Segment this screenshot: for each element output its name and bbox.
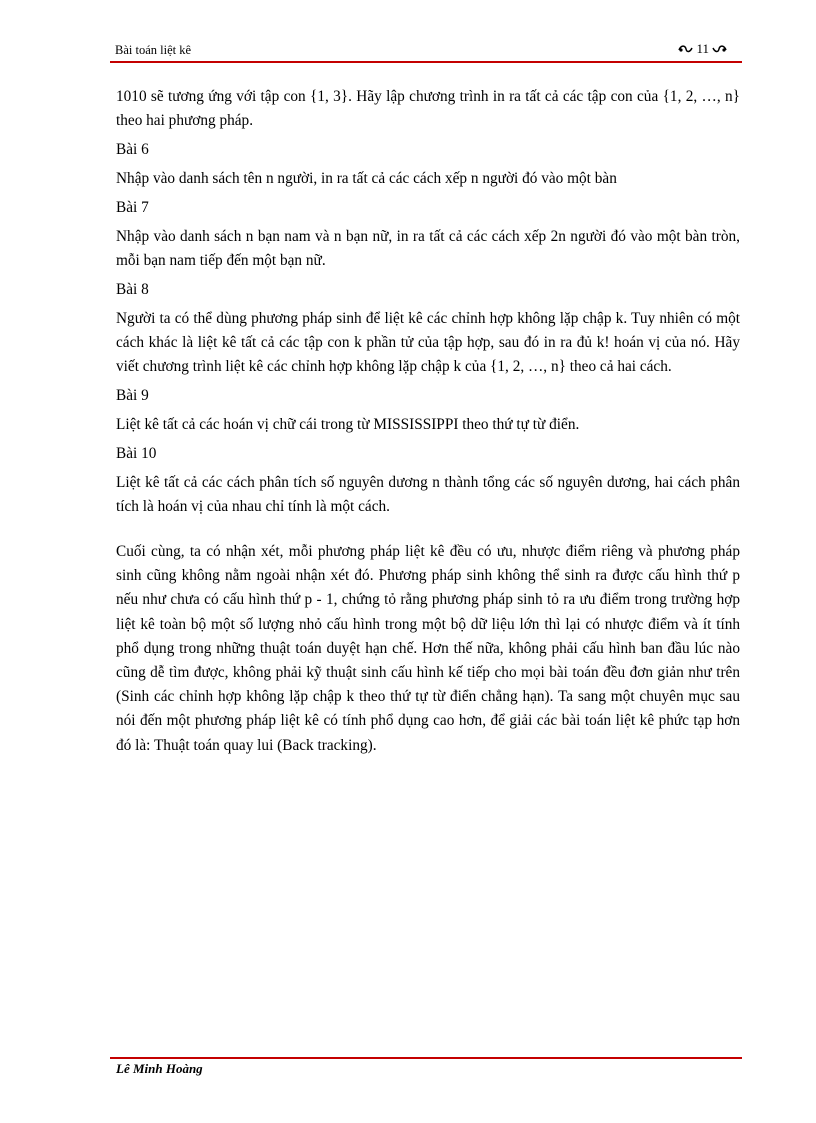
page-number: 11 bbox=[696, 41, 709, 56]
exercise-text-7: Nhập vào danh sách n bạn nam và n bạn nữ, in ra tất cả các cách xếp 2n người đó vào một bàn tròn, mỗi bạn nam tiếp đến một bạn nữ. bbox=[116, 228, 740, 269]
left-ornament-icon bbox=[678, 44, 693, 54]
closing-paragraph: Cuối cùng, ta có nhận xét, mỗi phương pháp liệt kê đều có ưu, nhược điểm riêng và phương pháp sinh cũng không nằm ngoài nhận xét đó. Phương pháp sinh không thể sinh ra được cấu hình thứ p nếu như chưa có cấu hình thứ p - 1, chứng tỏ rằng phương pháp sinh tỏ ra ưu điểm trong trường hợp liệt kê toàn bộ một số lượng nhỏ cấu hình trong một bộ dữ liệu lớn thì lại có nhược điểm và ít tính phổ dụng trong những thuật toán duyệt hạn chế. Hơn thế nữa, không phải cấu hình ban đầu lúc nào cũng dễ tìm được, không phải kỹ thuật sinh cấu hình kế tiếp cho mọi bài toán đều đơn giản như trên (Sinh các chỉnh hợp không lặp chập k theo thứ tự từ điển chẳng hạn). Ta sang một chuyên mục sau nói đến một phương pháp liệt kê có tính phổ dụng cao hơn, để giải các bài toán liệt kê phức tạp hơn đó là: Thuật toán quay lui (Back tracking). bbox=[116, 543, 740, 754]
footer-author: Lê Minh Hoàng bbox=[116, 1061, 203, 1076]
exercise-heading-7: Bài 7 bbox=[116, 199, 149, 216]
exercise-text-8: Người ta có thể dùng phương pháp sinh để liệt kê các chỉnh hợp không lặp chập k. Tuy nhiên có một cách khác là liệt kê tất cả các tập con k phần tử của tập hợp, sau đó in ra đủ k! hoán vị của nó. Hãy viết chương trình liệt kê các chỉnh hợp không lặp chập k của {1, 2, …, n} theo cả hai cách. bbox=[116, 310, 740, 375]
document-body bbox=[116, 85, 740, 763]
page-header bbox=[115, 40, 741, 60]
right-ornament-icon bbox=[712, 44, 727, 54]
exercise-text-9: Liệt kê tất cả các hoán vị chữ cái trong từ MISSISSIPPI theo thứ tự từ điển. bbox=[116, 416, 580, 433]
exercise-heading-8: Bài 8 bbox=[116, 281, 149, 298]
footer-divider bbox=[110, 1057, 742, 1059]
exercise-heading-10: Bài 10 bbox=[116, 445, 157, 462]
exercise-text-10: Liệt kê tất cả các cách phân tích số nguyên dương n thành tổng các số nguyên dương, hai cách phân tích là hoán vị của nhau chỉ tính là một cách. bbox=[116, 474, 740, 515]
header-divider bbox=[110, 61, 742, 63]
page-number-group bbox=[678, 41, 727, 57]
exercise-heading-6: Bài 6 bbox=[116, 141, 149, 158]
running-title: Bài toán liệt kê bbox=[115, 43, 192, 57]
exercise-heading-9: Bài 9 bbox=[116, 387, 149, 404]
exercise-text-6: Nhập vào danh sách tên n người, in ra tất cả các cách xếp n người đó vào một bàn bbox=[116, 170, 617, 187]
paragraph-exercise-5-end: 1010 sẽ tương ứng với tập con {1, 3}. Hãy lập chương trình in ra tất cả các tập con của {1, 2, …, n} theo hai phương pháp. bbox=[116, 88, 740, 129]
